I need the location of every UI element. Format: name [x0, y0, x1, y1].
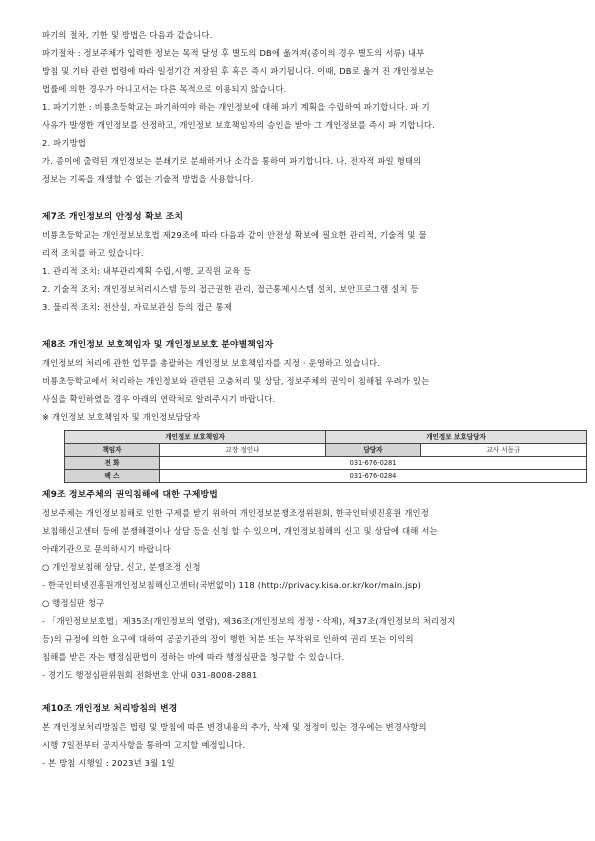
text-line: 본 개인정보처리방침은 법령 및 방침에 따른 변경내용의 추가, 삭제 및 정정이 있는 경우에는 변경사항의 — [42, 722, 427, 732]
privacy-manager-header: 개인정보 보호담당자 — [326, 431, 587, 444]
text-line: 비룡초등학교에서 처리하는 개인정보와 관련된 고충처리 및 상담, 정보주체의 권익이 침해될 우려가 있는 — [42, 376, 430, 386]
text-line: 침해를 받은 자는 행정심판법이 정하는 바에 따라 행정심판을 청구할 수 있습니다. — [42, 652, 345, 662]
phone-value: 031-676-0281 — [160, 457, 587, 470]
article-8-title: 제8조 개인정보 보호책임자 및 개인정보보호 분야별책임자 — [42, 340, 274, 350]
list-item: ○ 개인정보침해 상담, 신고, 분쟁조정 신청 — [42, 562, 201, 572]
text-line: 정보는 기록을 재생할 수 없는 기술적 방법을 사용합니다. — [42, 174, 254, 184]
text-line: 사유가 발생한 개인정보를 선정하고, 개인정보 보호책임자의 승인을 받아 그 개인정보를 즉시 파 기합니다. — [42, 120, 435, 130]
text-line: 파기의 절차, 기한 및 방법은 다음과 같습니다. — [42, 30, 213, 40]
policy-document — [42, 26, 557, 772]
table-row — [65, 457, 587, 470]
destruction-section — [42, 26, 557, 188]
text-line: 등)의 규정에 의한 요구에 대하여 공공기관의 장이 행한 처분 또는 부작위로 인하여 권리 또는 이익의 — [42, 634, 414, 644]
text-line: 사실을 확인하였을 경우 아래의 연락처로 알려주시기 바랍니다. — [42, 394, 276, 404]
responsible-label: 책임자 — [65, 444, 160, 457]
table-row — [65, 470, 587, 483]
list-item: - 경기도 행정심판위원회 전화번호 안내 031-8008-2881 — [42, 670, 258, 680]
text-line: 아래기관으로 문의하시기 바랍니다 — [42, 544, 171, 554]
privacy-officer-header: 개인정보 보호책임자 — [65, 431, 326, 444]
text-line: 2. 파기방법 — [42, 138, 87, 148]
text-line: 2. 기술적 조치: 개인정보처리시스템 등의 접근권한 관리, 접근통제시스템 설치, 보안프로그램 설치 등 — [42, 284, 419, 294]
article-10 — [42, 700, 557, 772]
text-line: 비룡초등학교는 개인정보보호법 제29조에 따라 다음과 같이 안전성 확보에 필요한 관리적, 기술적 및 물 — [42, 230, 427, 240]
manager-value: 교사 서동규 — [421, 444, 587, 457]
fax-value: 031-676-0284 — [160, 470, 587, 483]
text-line: 파기절차 : 정보주체가 입력한 정보는 목적 달성 후 별도의 DB에 옮겨져(종이의 경우 별도의 서류) 내부 — [42, 48, 425, 58]
table-row — [65, 431, 587, 444]
text-line: 3. 물리적 조치: 전산실, 자료보관실 등의 접근 통제 — [42, 302, 233, 312]
fax-label: 팩 스 — [65, 470, 160, 483]
effective-date: - 본 방침 시행일 : 2023년 3월 1일 — [42, 758, 175, 768]
text-line: 개인정보의 처리에 관한 업무를 총괄하는 개인정보 보호책임자를 지정 · 운영하고 있습니다. — [42, 358, 380, 368]
list-item: - 한국인터넷진흥원개인정보침해신고센터(국번없이) 118 (http://privacy.kisa.or.kr/kor/main.jsp) — [42, 580, 422, 590]
article-9 — [42, 486, 557, 684]
list-item: - 「개인정보보호법」제35조(개인정보의 열람), 제36조(개인정보의 정정・삭제), 제37조(개인정보의 처리정지 — [42, 616, 456, 626]
manager-label: 담당자 — [326, 444, 421, 457]
text-line: 법률에 의한 경우가 아니고서는 다른 목적으로 이용되지 않습니다. — [42, 84, 287, 94]
text-line: 시행 7일전부터 공지사항을 통하여 고지할 예정입니다. — [42, 740, 246, 750]
text-line: 리적 조치를 하고 있습니다. — [42, 248, 144, 258]
phone-label: 전 화 — [65, 457, 160, 470]
responsible-value: 교장 정인나 — [160, 444, 326, 457]
article-8 — [42, 336, 557, 483]
table-row — [65, 444, 587, 457]
article-10-title: 제10조 개인정보 처리방침의 변경 — [42, 704, 178, 714]
text-line: ※ 개인정보 보호책임자 및 개인정보담당자 — [42, 412, 201, 422]
article-9-title: 제9조 정보주체의 권익침해에 대한 구제방법 — [42, 490, 218, 500]
text-line: 방침 및 기타 관련 법령에 따라 일정기간 저장된 후 혹은 즉시 파기됩니다. 이때, DB로 옮겨 진 개인정보는 — [42, 66, 435, 76]
text-line: 가. 종이에 출력된 개인정보는 분쇄기로 분쇄하거나 소각을 통하여 파기합니다. 나. 전자적 파일 형태의 — [42, 156, 422, 166]
text-line: 보침해신고센터 등에 분쟁해결이나 상담 등을 신청 할 수 있으며, 개인정보침해의 신고 및 상담에 대해 서는 — [42, 526, 438, 536]
list-item: ○ 행정심판 청구 — [42, 598, 105, 608]
article-7 — [42, 208, 557, 316]
text-line: 1. 파기기한 : 비룡초등학교는 파기하여야 하는 개인정보에 대해 파기 계획을 수립하여 파기합니다. 파 기 — [42, 102, 430, 112]
text-line: 1. 관리적 조치: 내부관리계획 수립,시행, 교직원 교육 등 — [42, 266, 252, 276]
article-7-title: 제7조 개인정보의 안정성 확보 조치 — [42, 212, 184, 222]
text-line: 정보주체는 개인정보침해로 인한 구제를 받기 위하여 개인정보분쟁조정위원회, 한국인터넷진흥원 개인정 — [42, 508, 429, 518]
privacy-officer-table — [64, 430, 587, 483]
